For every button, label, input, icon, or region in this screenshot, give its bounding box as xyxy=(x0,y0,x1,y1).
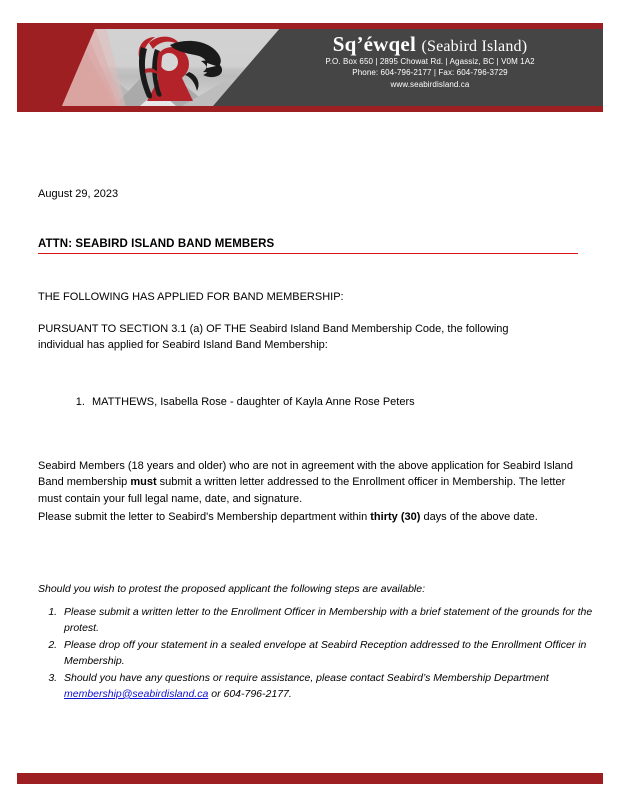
objection-text-part2: submit a written letter addressed to the Enrollment officer in Membership. The letter must contain your full legal name, date, and signature. xyxy=(38,476,566,505)
intro-paragraph: THE FOLLOWING HAS APPLIED FOR BAND MEMBERSHIP: xyxy=(38,291,344,303)
address-line: P.O. Box 650 | 2895 Chowat Rd. | Agassiz, BC | V0M 1A2 xyxy=(325,56,535,66)
pursuant-paragraph: PURSUANT TO SECTION 3.1 (a) OF THE Seabird Island Band Membership Code, the following individual has applied for Seabird Island Band Membership: xyxy=(38,323,509,351)
website-line: www.seabirdisland.ca xyxy=(390,79,470,89)
protest-intro-text: Should you wish to protest the proposed applicant the following steps are available: xyxy=(38,583,425,595)
organization-name: Sq’éwqel xyxy=(332,32,416,56)
deadline-paragraph xyxy=(38,509,570,525)
deadline-text-part2: days of the above date. xyxy=(420,511,538,523)
list-item: 2. Please drop off your statement in a sealed envelope at Seabird Reception addressed to the Enrollment Officer in Membership. xyxy=(60,638,600,670)
objection-text-part1: Seabird Members (18 years and older) who are not in agreement with the above application for Seabird Island Band membership xyxy=(38,460,574,489)
footer-bar xyxy=(17,773,603,784)
objection-paragraph xyxy=(38,458,582,507)
list-item: 1. MATTHEWS, Isabella Rose - daughter of Kayla Anne Rose Peters xyxy=(88,396,568,408)
objection-emphasis: must xyxy=(130,476,157,489)
letterhead-contact-block xyxy=(265,29,595,106)
attention-heading: ATTN: SEABIRD ISLAND BAND MEMBERS xyxy=(38,238,578,254)
membership-email-link[interactable]: membership@seabirdisland.ca xyxy=(64,687,209,700)
list-item: 1. Please submit a written letter to the Enrollment Officer in Membership with a brief statement of the grounds for the protest. xyxy=(60,605,600,637)
list-item xyxy=(60,671,600,703)
protest-steps-list xyxy=(38,605,600,704)
letter-date: August 29, 2023 xyxy=(38,188,119,200)
phone-fax-line: Phone: 604-796-2177 | Fax: 604-796-3729 xyxy=(352,68,508,78)
deadline-text-part1: Please submit the letter to Seabird's Membership department within xyxy=(38,511,371,523)
deadline-emphasis: thirty (30) xyxy=(370,511,421,523)
protest-step-3-tail: or 604-796-2177. xyxy=(208,687,292,700)
organization-subtitle: (Seabird Island) xyxy=(421,38,528,55)
applicant-list xyxy=(62,396,568,408)
protest-step-3-text: Should you have any questions or require assistance, please contact Seabird’s Membership Department xyxy=(64,671,549,684)
letterhead-banner xyxy=(17,23,603,112)
organization-title xyxy=(265,33,595,56)
